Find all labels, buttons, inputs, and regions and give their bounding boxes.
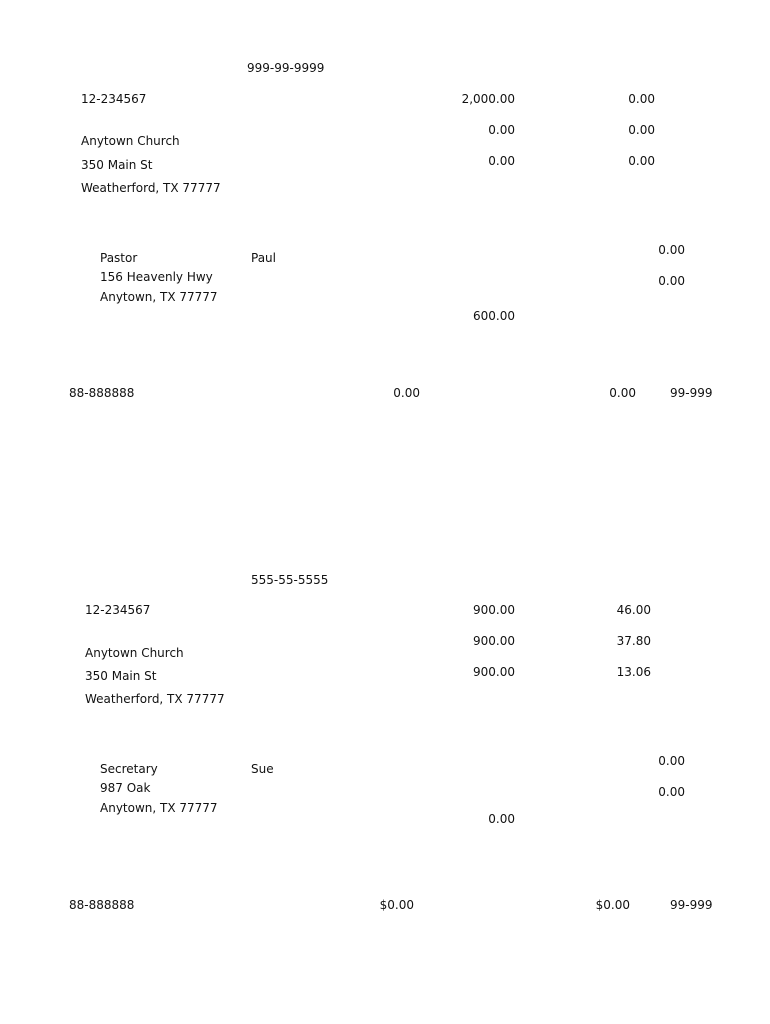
employee-city-state-zip: Anytown, TX 77777 (100, 801, 218, 815)
employer-city-state-zip: Weatherford, TX 77777 (85, 692, 225, 706)
employee-first-name: Pastor (100, 251, 138, 265)
box6-medicare-tax: 0.00 (628, 154, 655, 168)
employer-name: Anytown Church (85, 646, 184, 660)
state-wages: $0.00 (379, 898, 414, 912)
state-id: 88-888888 (69, 898, 135, 912)
employer-street: 350 Main St (81, 158, 153, 172)
w2-form-2 (0, 512, 770, 932)
employer-ein: 12-234567 (81, 92, 147, 106)
box14-amount: 0.00 (488, 812, 515, 826)
employee-ssn: 999-99-9999 (247, 61, 325, 75)
box4-ss-tax: 0.00 (628, 123, 655, 137)
state-wages: 0.00 (393, 386, 420, 400)
box4-ss-tax: 37.80 (616, 634, 651, 648)
employer-city-state-zip: Weatherford, TX 77777 (81, 181, 221, 195)
local-wages: $0.00 (595, 898, 630, 912)
employee-city-state-zip: Anytown, TX 77777 (100, 290, 218, 304)
box5-medicare-wages: 900.00 (473, 665, 515, 679)
locality: 99-999 (670, 898, 713, 912)
box-right-lower: 0.00 (658, 274, 685, 288)
w2-form-1 (0, 0, 770, 420)
employee-ssn: 555-55-5555 (251, 573, 329, 587)
state-id: 88-888888 (69, 386, 135, 400)
box-right-lower: 0.00 (658, 785, 685, 799)
locality: 99-999 (670, 386, 713, 400)
local-wages: 0.00 (609, 386, 636, 400)
employee-street: 987 Oak (100, 781, 151, 795)
box2-federal-withholding: 46.00 (616, 603, 651, 617)
employer-street: 350 Main St (85, 669, 157, 683)
box14-amount: 600.00 (473, 309, 515, 323)
employee-last-name: Sue (251, 762, 274, 776)
employee-last-name: Paul (251, 251, 276, 265)
box-right-upper: 0.00 (658, 243, 685, 257)
box1-wages: 900.00 (473, 603, 515, 617)
box6-medicare-tax: 13.06 (616, 665, 651, 679)
box3-ss-wages: 900.00 (473, 634, 515, 648)
employer-name: Anytown Church (81, 134, 180, 148)
box-right-upper: 0.00 (658, 754, 685, 768)
employer-ein: 12-234567 (85, 603, 151, 617)
employee-first-name: Secretary (100, 762, 158, 776)
box3-ss-wages: 0.00 (488, 123, 515, 137)
employee-street: 156 Heavenly Hwy (100, 270, 213, 284)
box5-medicare-wages: 0.00 (488, 154, 515, 168)
box2-federal-withholding: 0.00 (628, 92, 655, 106)
box1-wages: 2,000.00 (461, 92, 515, 106)
